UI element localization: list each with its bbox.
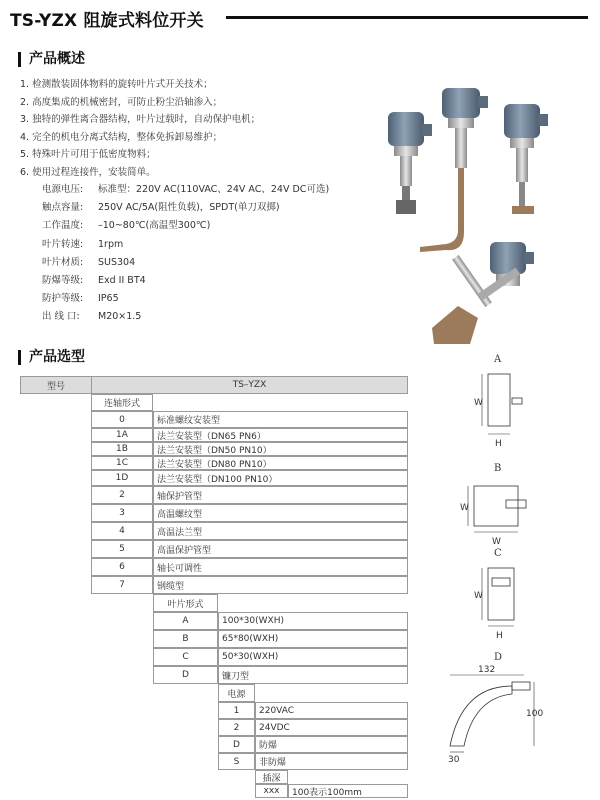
overview-item: 3. 独特的弹性离合器结构，叶片过载时，自动保护电机； (20, 114, 261, 126)
title-rule (226, 16, 588, 19)
dim-w: W (474, 591, 483, 601)
spec-key: 触点容量: (42, 202, 84, 214)
spec-list (42, 181, 329, 327)
spec-row (42, 290, 329, 308)
table-row-code: 1A (91, 428, 153, 442)
dim-w: W (460, 503, 469, 513)
table-row-desc: 非防爆 (255, 753, 408, 770)
spec-value: IP65 (98, 293, 119, 305)
spec-key: 出 线 口: (42, 311, 80, 323)
table-row-code: 1 (218, 702, 255, 719)
table-row-code: D (218, 736, 255, 753)
overview-heading: 产品概述 (18, 52, 85, 67)
diagram-label-d: D (494, 652, 503, 663)
diagram-c (474, 568, 514, 641)
table-row-desc: 钢缆型 (153, 576, 408, 594)
table-row-code: C (153, 648, 218, 666)
table-row-code: A (153, 612, 218, 630)
unit-photo (420, 88, 488, 252)
diagram-b (460, 486, 526, 547)
spec-key: 防爆等级: (42, 275, 84, 287)
spec-value: 1rpm (98, 238, 124, 250)
overview-list (20, 76, 260, 182)
table-row-desc: 高温螺纹型 (153, 504, 408, 522)
connection-label: 连轴形式 (91, 394, 153, 411)
spec-row (42, 272, 329, 290)
table-row-code: D (153, 666, 218, 684)
page-title: TS-YZX 阻旋式料位开关 (10, 11, 204, 31)
table-row-code: xxx (255, 784, 288, 798)
table-row-desc: 220VAC (255, 702, 408, 719)
product-photos (380, 82, 580, 362)
dim-w: W (474, 398, 483, 408)
table-row-desc: 轴保护管型 (153, 486, 408, 504)
spec-row (42, 181, 329, 199)
spec-row (42, 217, 329, 235)
table-row-desc: 高温保护管型 (153, 540, 408, 558)
spec-value: M20×1.5 (98, 311, 142, 323)
unit-photo (432, 242, 534, 344)
diagram-label-c: C (494, 548, 502, 559)
diagram-label-a: A (494, 354, 502, 365)
spec-key: 电源电压: (42, 184, 84, 195)
dim-h: H (496, 631, 503, 641)
table-row-desc: 100表示100mm (288, 784, 408, 798)
overview-item: 6. 使用过程连接件，安装简单。 (20, 166, 156, 178)
dim-width: 132 (478, 665, 496, 675)
spec-row (42, 254, 329, 272)
unit-photo (504, 104, 548, 214)
spec-row (42, 236, 329, 254)
dim-h: H (495, 439, 502, 449)
spec-row (42, 308, 329, 326)
diagram-d (448, 665, 543, 764)
table-row-desc: 标准螺纹安装型 (153, 411, 408, 428)
table-row-code: 0 (91, 411, 153, 428)
spec-value: –10~80℃(高温型300℃) (98, 220, 211, 232)
spec-key: 防护等级: (42, 293, 84, 305)
table-row-desc: 65*80(WXH) (218, 630, 408, 648)
model-label: 型号 (20, 376, 92, 394)
table-row-desc: 防爆 (255, 736, 408, 753)
table-row-desc: 法兰安装型（DN65 PN6） (153, 428, 408, 442)
table-row-code: 3 (91, 504, 153, 522)
spec-key: 叶片材质: (42, 256, 84, 268)
table-row-code: 6 (91, 558, 153, 576)
table-row-desc: 法兰安装型（DN100 PN10） (153, 470, 408, 486)
table-row-desc: 50*30(WXH) (218, 648, 408, 666)
table-row-desc: 法兰安装型（DN50 PN10） (153, 442, 408, 456)
unit-photo (388, 112, 432, 214)
table-row-code: 7 (91, 576, 153, 594)
spec-value: SUS304 (98, 256, 136, 268)
table-row-desc: 24VDC (255, 719, 408, 736)
power-label: 电源 (218, 684, 255, 702)
table-row-code: 4 (91, 522, 153, 540)
table-row-desc: 高温法兰型 (153, 522, 408, 540)
table-row-code: 5 (91, 540, 153, 558)
dim-base: 30 (448, 755, 460, 764)
table-row-desc: 100*30(WXH) (218, 612, 408, 630)
blade-dimension-drawings (440, 350, 550, 764)
table-row-desc: 法兰安装型（DN80 PN10） (153, 456, 408, 470)
spec-key: 工作温度: (42, 220, 84, 232)
table-row-code: 1B (91, 442, 153, 456)
table-row-code: 2 (91, 486, 153, 504)
diagram-label-b: B (494, 463, 502, 474)
overview-item: 2. 高度集成的机械密封，可防止粉尘沿轴渗入； (20, 96, 223, 108)
spec-row (42, 199, 329, 217)
dim-height: 100 (526, 709, 544, 719)
table-row-code: 1C (91, 456, 153, 470)
table-row-desc: 镰刀型 (218, 666, 408, 684)
overview-item: 1. 检测散装固体物料的旋转叶片式开关技术； (20, 79, 213, 90)
spec-value: Exd II BT4 (98, 275, 146, 287)
table-row-code: 2 (218, 719, 255, 736)
table-row-code: S (218, 753, 255, 770)
overview-item: 4. 完全的机电分离式结构，整体免拆卸易维护； (20, 131, 223, 143)
depth-label: 插深 (255, 770, 288, 784)
dim-w: W (492, 537, 501, 547)
overview-item: 5. 特殊叶片可用于低密度物料； (20, 149, 156, 161)
spec-key: 叶片转速: (42, 238, 84, 250)
blade-label: 叶片形式 (153, 594, 218, 612)
table-row-desc: 轴长可调性 (153, 558, 408, 576)
spec-value: 250V AC/5A(阻性负载)，SPDT(单刀双掷) (98, 202, 280, 214)
selection-heading: 产品选型 (18, 350, 85, 365)
diagram-a (474, 374, 522, 449)
table-row-code: B (153, 630, 218, 648)
spec-value: 标准型：220V AC(110VAC、24V AC、24V DC可选) (98, 184, 330, 195)
model-value: TS–YZX (91, 376, 408, 394)
table-row-code: 1D (91, 470, 153, 486)
